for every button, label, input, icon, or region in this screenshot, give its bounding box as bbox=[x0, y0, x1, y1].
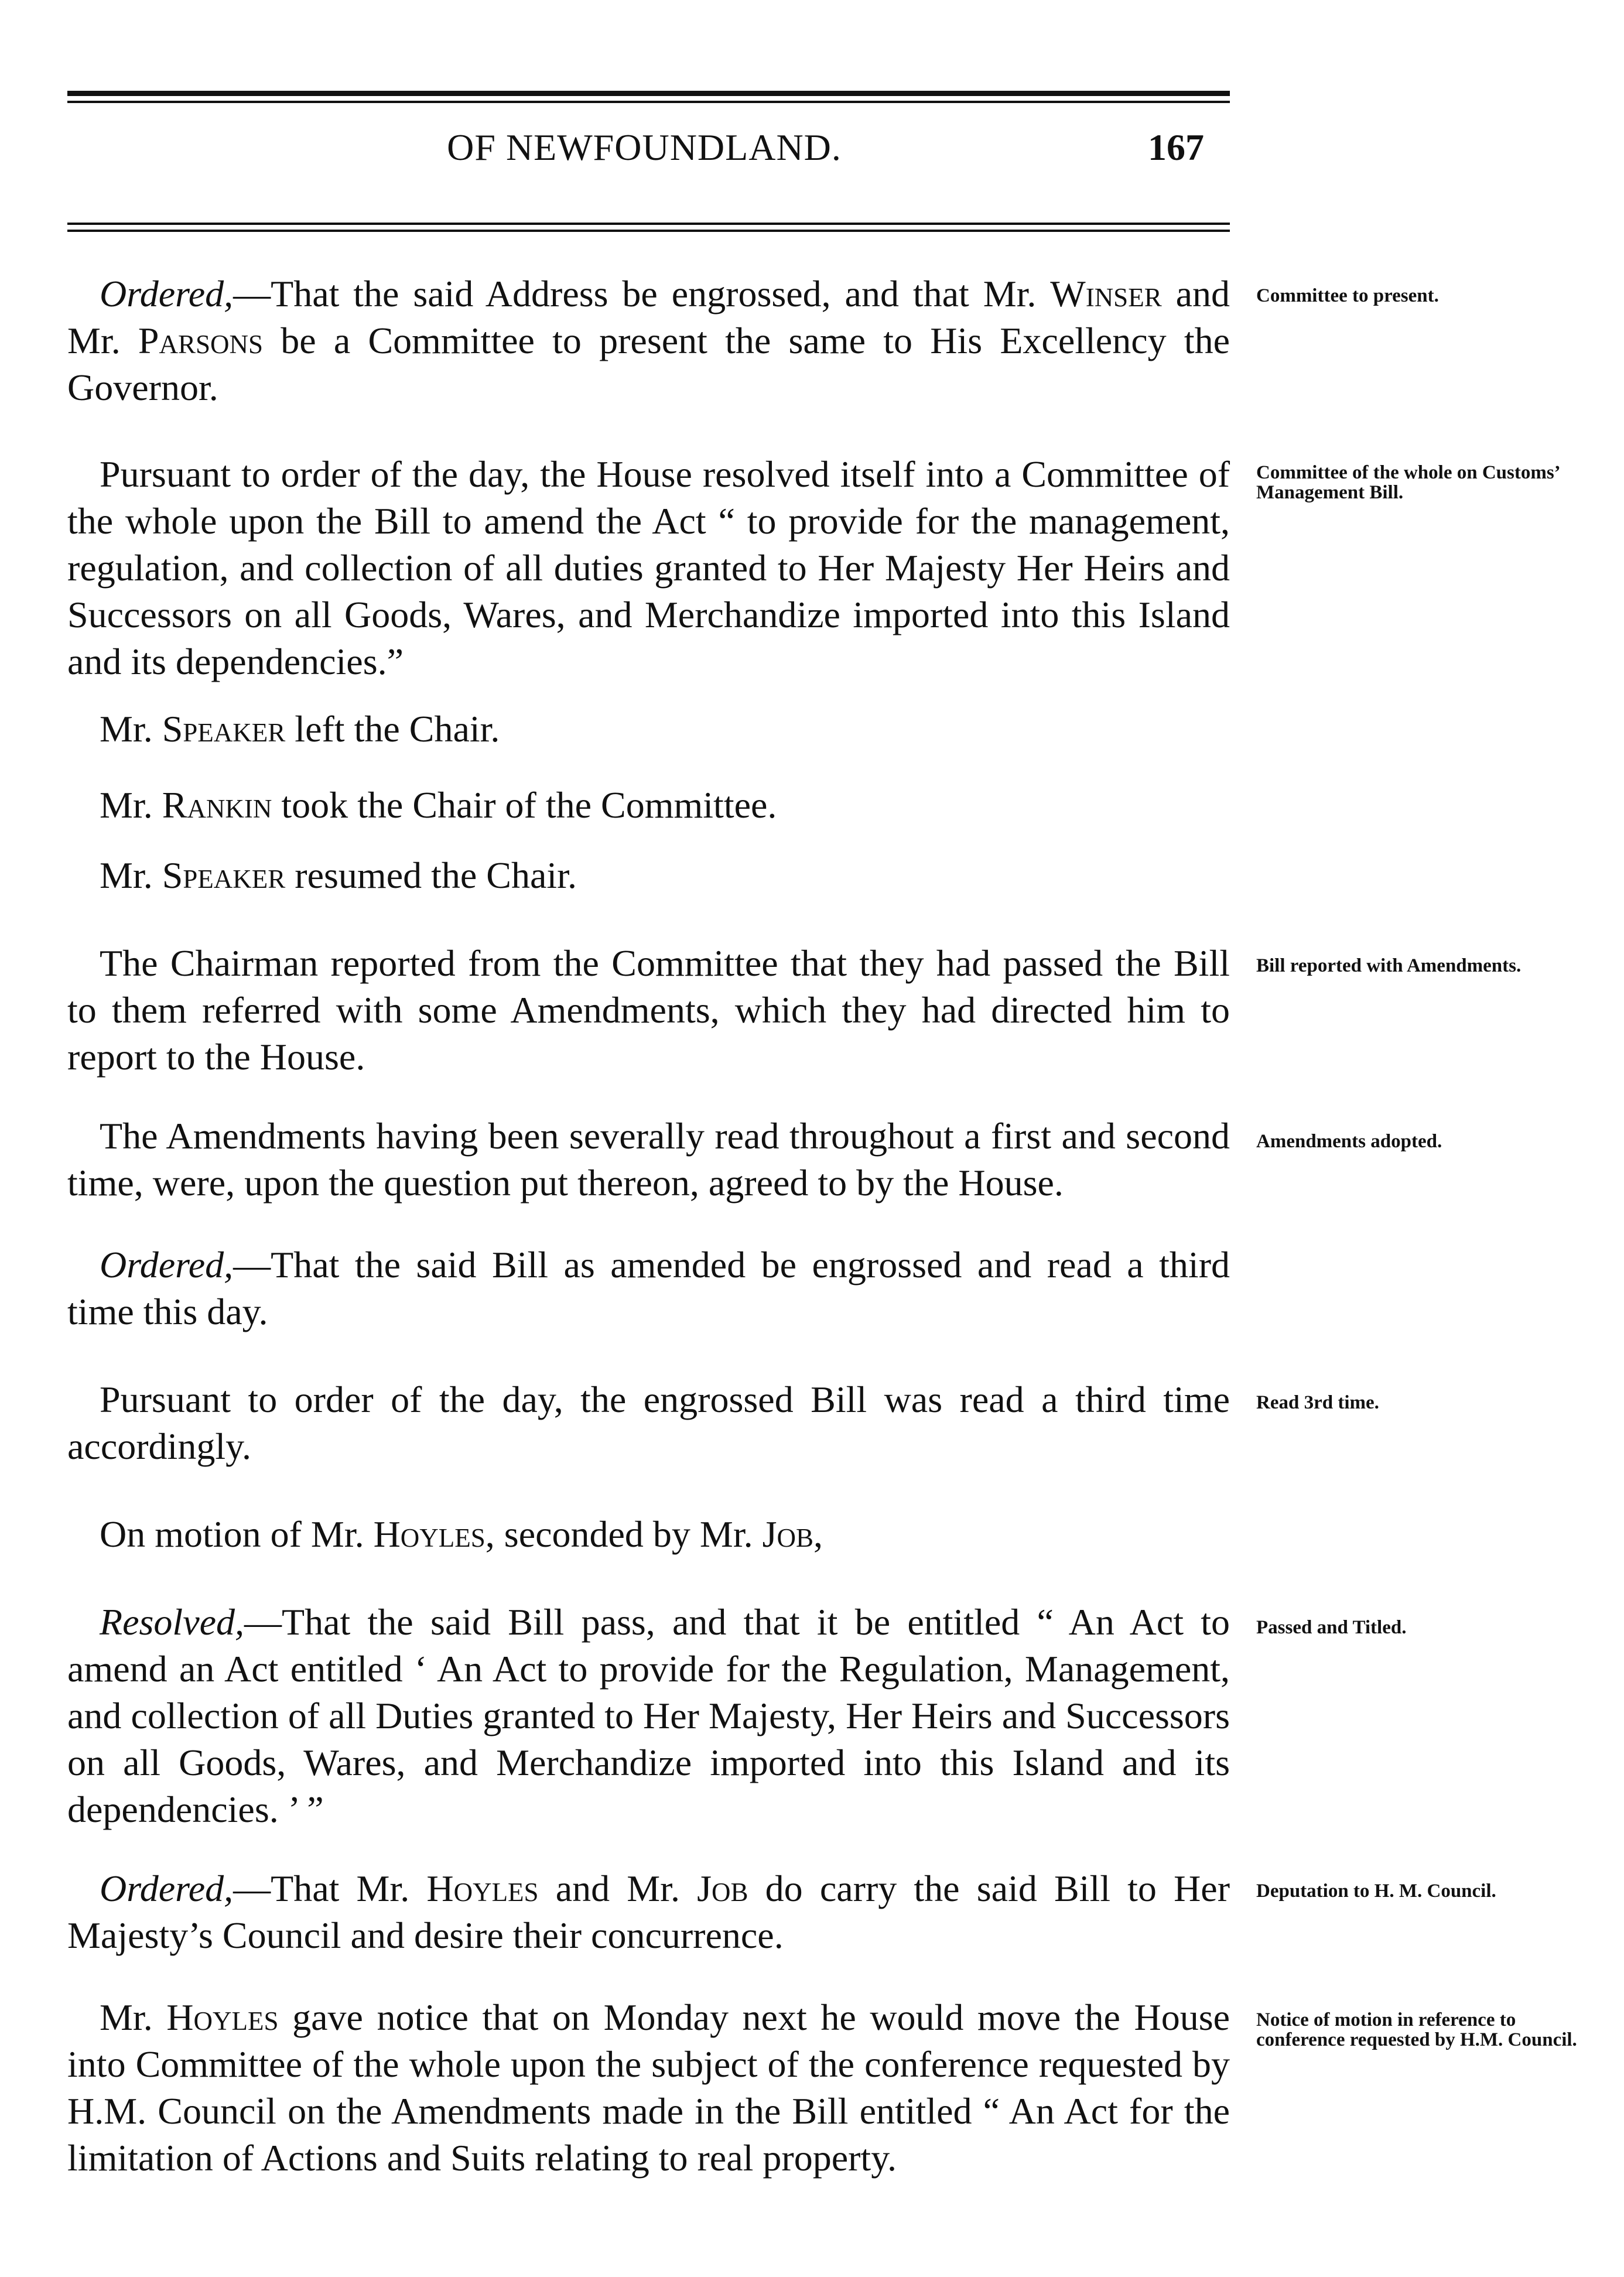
paragraph-on-motion bbox=[67, 1511, 1230, 1558]
paragraph-speaker-resumed bbox=[67, 852, 1230, 899]
paragraph-text: be a Committee to present the same to His Excellency the Governor. bbox=[67, 320, 1230, 408]
member-name: Speaker bbox=[162, 854, 286, 896]
margin-note: Bill reported with Amendments. bbox=[1256, 955, 1522, 976]
paragraph-text: left the Chair. bbox=[285, 708, 500, 750]
paragraph-text: Mr. bbox=[100, 784, 162, 826]
paragraph-text: On motion of Mr. bbox=[100, 1513, 374, 1555]
paragraph-chairman-reported: The Chairman reported from the Committee that they had passed the Bill to them referred with some Amendments, which they had directed him to report to the House. bbox=[67, 942, 1230, 1078]
paragraph-ordered-engrossed bbox=[67, 1242, 1230, 1335]
paragraph-text: do carry the said Bill to Her Majesty’s Council and desire their concurrence. bbox=[67, 1868, 1230, 1956]
member-name: Job bbox=[697, 1868, 748, 1909]
lead-word: Ordered, bbox=[100, 1244, 234, 1285]
paragraph-text: and Mr. bbox=[538, 1868, 698, 1909]
paragraph-notice-of-motion bbox=[67, 1994, 1230, 2182]
margin-note: Passed and Titled. bbox=[1256, 1617, 1407, 1638]
member-name: Hoyles bbox=[426, 1868, 539, 1909]
lead-word: Resolved, bbox=[100, 1601, 244, 1643]
page-number: 167 bbox=[1148, 126, 1204, 168]
paragraph-speaker-left bbox=[67, 706, 1230, 753]
margin-note: Amendments adopted. bbox=[1256, 1131, 1442, 1152]
margin-note: Committee to present. bbox=[1256, 285, 1439, 306]
paragraph-text: Mr. bbox=[100, 854, 162, 896]
margin-note: Deputation to H. M. Council. bbox=[1256, 1881, 1496, 1902]
top-double-rule-thick bbox=[67, 91, 1230, 96]
member-name: Winser bbox=[1050, 273, 1162, 314]
paragraph-text: —That the said Bill pass, and that it be entitled “ An Act to amend an Act entitled ‘ An Act to provide for the Regulation, Management, and collection of all Duties granted to Her Majesty, Her Heirs and Successors on all Goods, Wares, and Merchandize imported into this Island and its dependencies. ’ ” bbox=[67, 1601, 1230, 1830]
paragraph-committee-of-whole: Pursuant to order of the day, the House resolved itself into a Committee of the whole upon the Bill to amend the Act “ to provide for the management, regulation, and collection of all duties granted to Her Majesty Her Heirs and Successors on all Goods, Wares, and Merchandize imported into this Island and its dependencies.” bbox=[67, 453, 1230, 682]
paragraph-text: —That the said Bill as amended be engrossed and read a third time this day. bbox=[67, 1244, 1230, 1332]
lead-word: Ordered, bbox=[100, 1868, 234, 1909]
paragraph-resolved-title bbox=[67, 1599, 1230, 1833]
paragraph-text: and Mr. bbox=[67, 273, 1230, 361]
paragraph-text: Mr. bbox=[100, 708, 162, 750]
paragraph-text: gave notice that on Monday next he would move the House into Committee of the whole upon the subject of the conference requested by H.M. Council on the Amendments made in the Bill entitled “ An Act for the limitation of Actions and Suits relating to real property. bbox=[67, 1996, 1230, 2179]
member-name: Parsons bbox=[138, 320, 264, 361]
paragraph-third-reading: Pursuant to order of the day, the engrossed Bill was read a third time accordingly. bbox=[67, 1379, 1230, 1467]
paragraph-amendments-read: The Amendments having been severally read throughout a first and second time, were, upon the question put thereon, agreed to by the House. bbox=[67, 1115, 1230, 1204]
paragraph-text: resumed the Chair. bbox=[285, 854, 577, 896]
paragraph-rankin-chair bbox=[67, 782, 1230, 829]
margin-note: Committee of the whole on Customs’ Management Bill. bbox=[1256, 462, 1560, 503]
margin-note: Notice of motion in reference to conference requested by H.M. Council. bbox=[1256, 2009, 1577, 2050]
paragraph-text: took the Chair of the Committee. bbox=[272, 784, 777, 826]
paragraph-text: —That the said Address be engrossed, and that Mr. bbox=[233, 273, 1051, 314]
paragraph-text: —That Mr. bbox=[233, 1868, 427, 1909]
header-rule-upper bbox=[67, 223, 1230, 225]
paragraph-text: , seconded by Mr. bbox=[485, 1513, 763, 1555]
lead-word: Ordered, bbox=[100, 273, 234, 314]
header-rule-lower bbox=[67, 230, 1230, 232]
running-title: OF NEWFOUNDLAND. bbox=[447, 126, 842, 168]
paragraph-text: , bbox=[813, 1513, 823, 1555]
member-name: Hoyles bbox=[166, 1996, 279, 2038]
top-double-rule-thin bbox=[67, 101, 1230, 103]
member-name: Job bbox=[762, 1513, 814, 1555]
member-name: Speaker bbox=[162, 708, 286, 750]
paragraph-text: Mr. bbox=[100, 1996, 167, 2038]
paragraph-ordered-deputation bbox=[67, 1865, 1230, 1959]
member-name: Rankin bbox=[162, 784, 272, 826]
margin-note: Read 3rd time. bbox=[1256, 1392, 1379, 1413]
paragraph-ordered-address bbox=[67, 271, 1230, 411]
member-name: Hoyles bbox=[373, 1513, 486, 1555]
